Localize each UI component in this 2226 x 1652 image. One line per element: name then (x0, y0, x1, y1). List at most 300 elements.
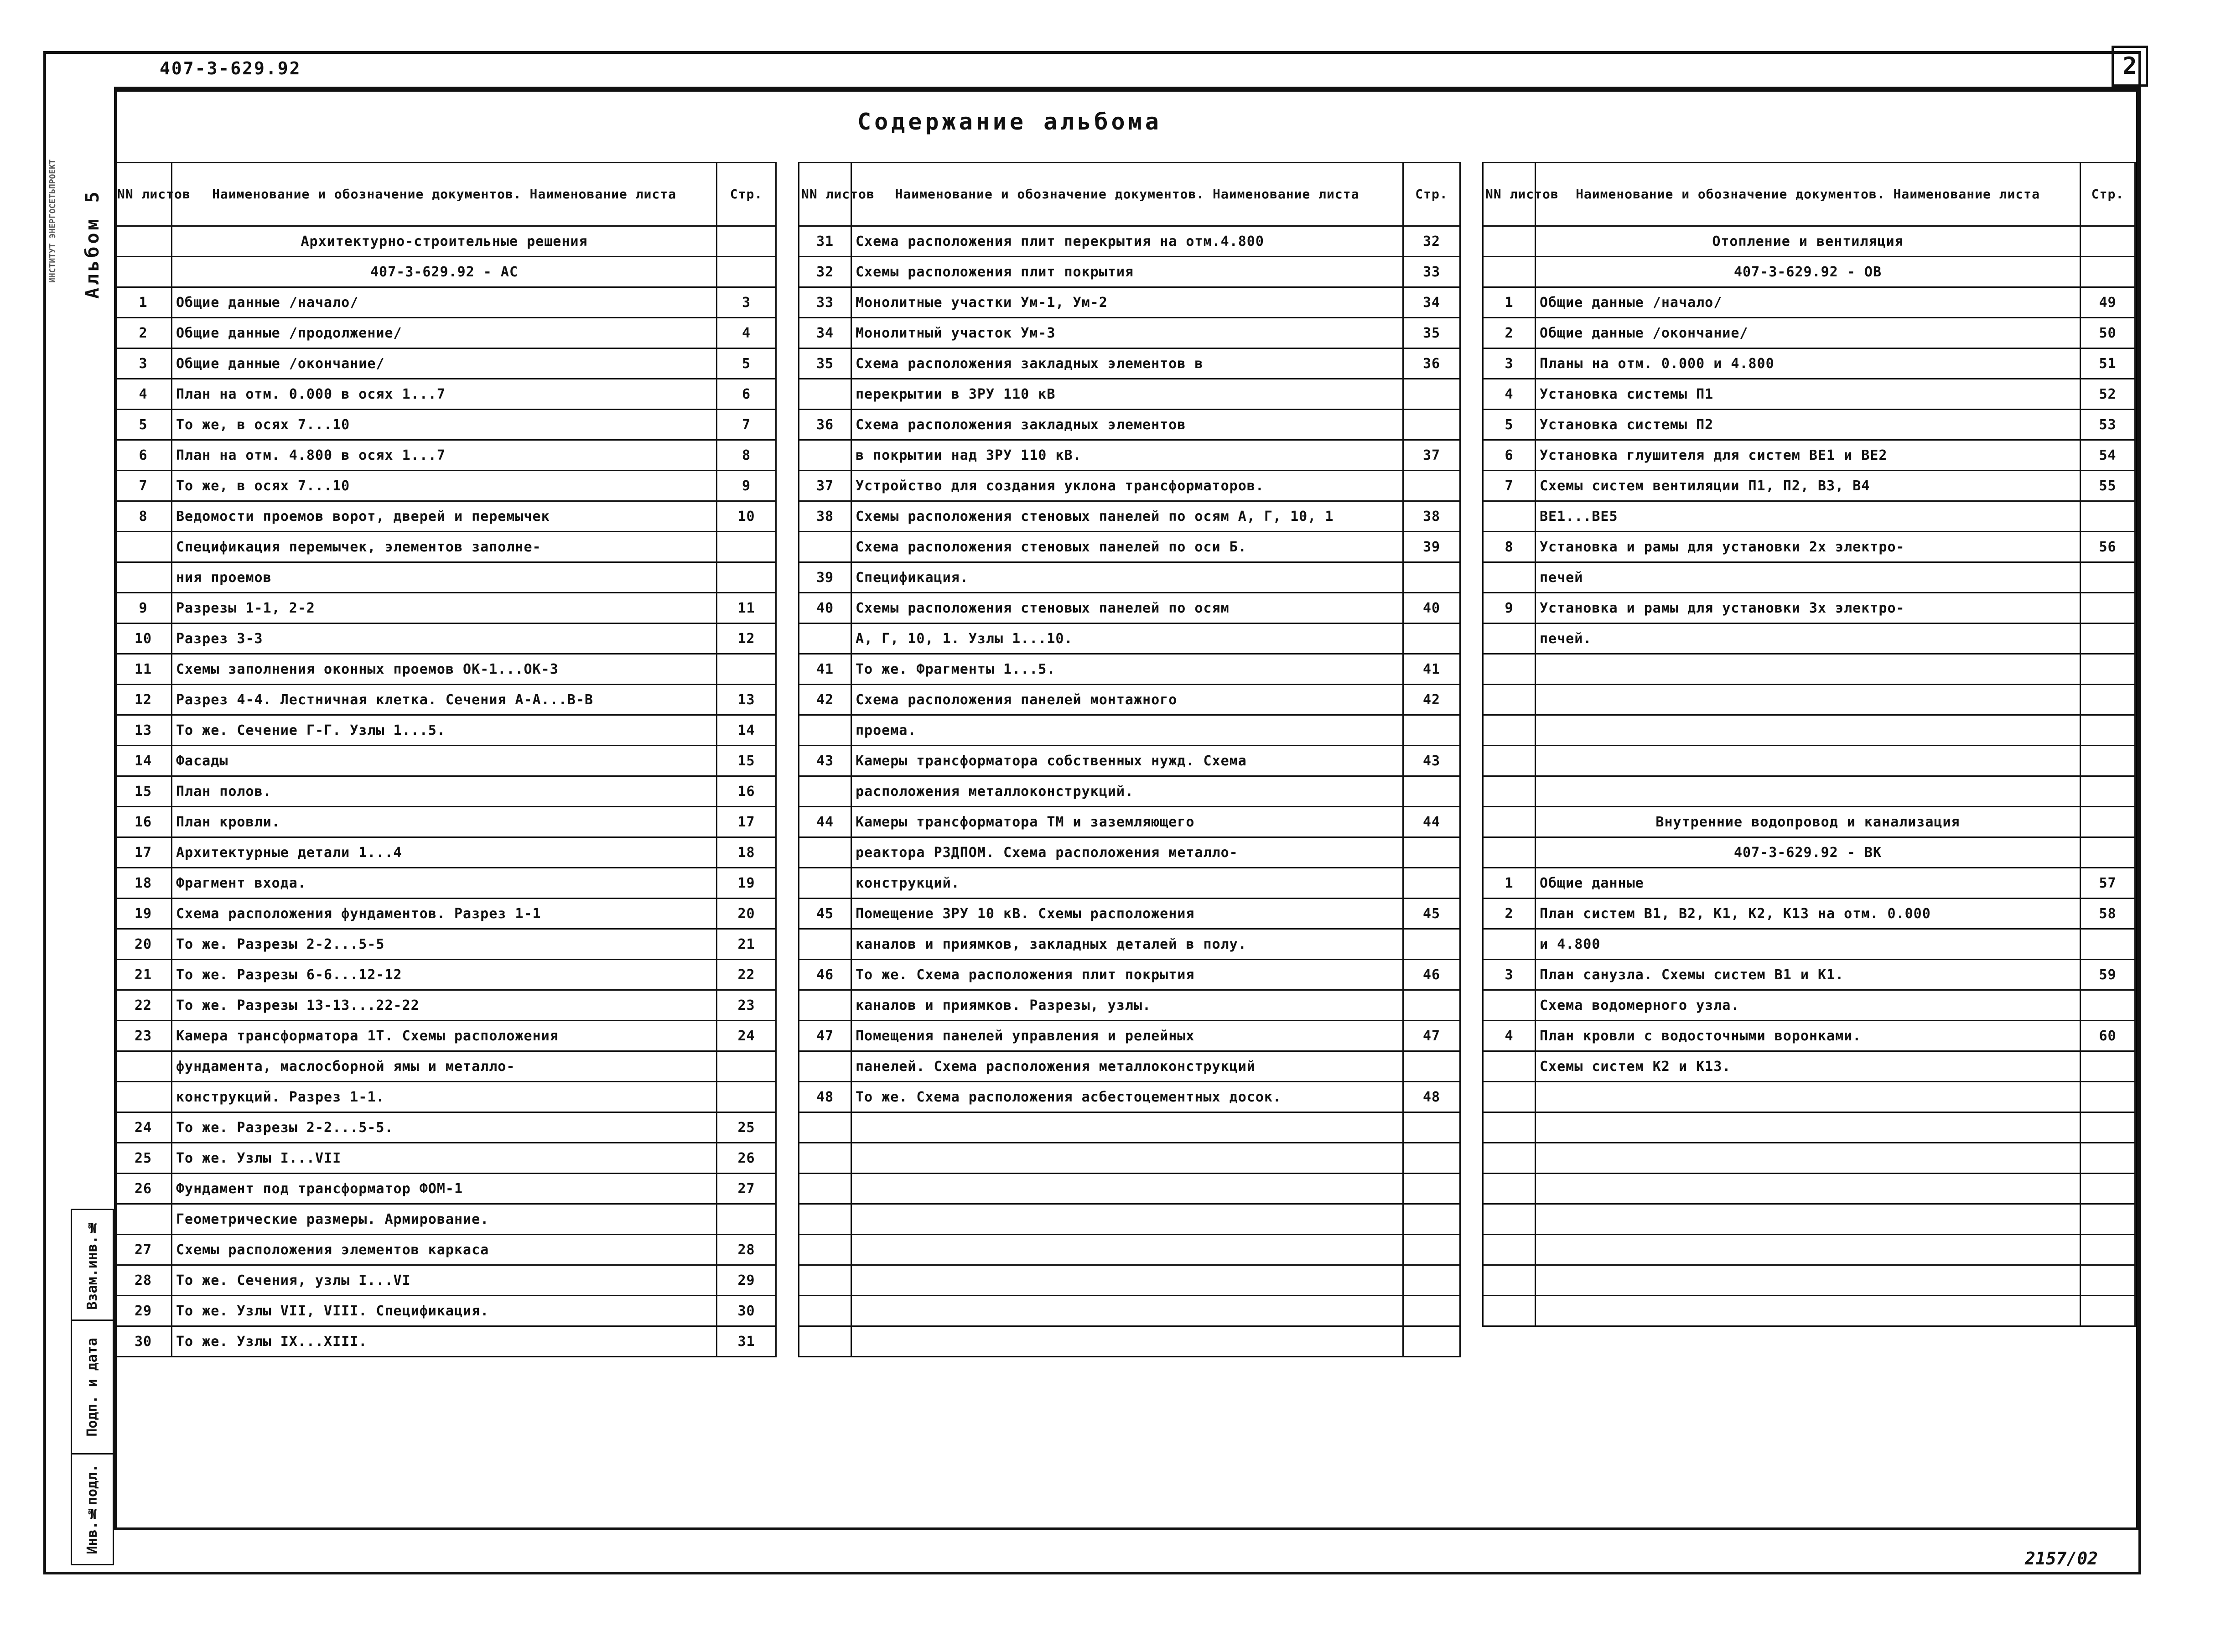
col-name-header: Наименование и обозначение документов. Наименование листа (851, 163, 1403, 226)
table-header (1483, 163, 2135, 226)
table-row (1483, 990, 2135, 1021)
row-title: Схема расположения закладных элементов в (851, 348, 1403, 379)
row-number: 23 (115, 1021, 172, 1051)
table-row (115, 899, 776, 929)
row-number (1483, 501, 1536, 532)
table-row (1483, 532, 2135, 562)
row-number: 13 (115, 715, 172, 746)
row-title: Камера трансформатора 1Т. Схемы расположения (172, 1021, 717, 1051)
table-row (115, 746, 776, 776)
row-page: 30 (717, 1296, 776, 1326)
row-page: 21 (717, 929, 776, 960)
table-row (115, 776, 776, 807)
row-page (1403, 562, 1460, 593)
row-title: Спецификация. (851, 562, 1403, 593)
table-row (1483, 1143, 2135, 1174)
section-heading: 407-3-629.92 - АС (172, 257, 717, 287)
row-page: 17 (717, 807, 776, 837)
row-title: реактора РЗДПОМ. Схема расположения металло- (851, 837, 1403, 868)
row-page: 44 (1403, 807, 1460, 837)
table-row (799, 410, 1460, 440)
row-title: То же. Узлы I...VII (172, 1143, 717, 1174)
table-row (1483, 1174, 2135, 1204)
row-number (799, 1112, 851, 1143)
row-page: 26 (717, 1143, 776, 1174)
row-page (1403, 1143, 1460, 1174)
table-row (799, 837, 1460, 868)
row-title: Установка и рамы для установки 2х электро- (1536, 532, 2081, 562)
row-page: 48 (1403, 1082, 1460, 1112)
row-title: А, Г, 10, 1. Узлы 1...10. (851, 623, 1403, 654)
row-number (1483, 257, 1536, 287)
row-number: 39 (799, 562, 851, 593)
row-number: 32 (799, 257, 851, 287)
row-number (115, 1082, 172, 1112)
row-number: 3 (1483, 348, 1536, 379)
section-heading: Внутренние водопровод и канализация (1536, 807, 2081, 837)
table-row (1483, 1265, 2135, 1296)
table-row (115, 1235, 776, 1265)
row-number (1483, 990, 1536, 1021)
row-page (1403, 623, 1460, 654)
table-row (115, 1051, 776, 1082)
row-title: То же. Узлы IX...XIII. (172, 1326, 717, 1357)
table-row (799, 929, 1460, 960)
row-page (2081, 1143, 2135, 1174)
row-title: расположения металлоконструкций. (851, 776, 1403, 807)
table-row (1483, 899, 2135, 929)
row-number: 36 (799, 410, 851, 440)
table-row (1483, 379, 2135, 410)
row-page (2081, 1174, 2135, 1204)
row-page: 60 (2081, 1021, 2135, 1051)
table-row (115, 1265, 776, 1296)
table-header (799, 163, 1460, 226)
col-name-header: Наименование и обозначение документов. Наименование листа (1536, 163, 2081, 226)
section-heading: Отопление и вентиляция (1536, 226, 2081, 257)
row-title: Помещения панелей управления и релейных (851, 1021, 1403, 1051)
table-row (799, 1296, 1460, 1326)
table-row (115, 562, 776, 593)
row-number: 3 (115, 348, 172, 379)
row-page (2081, 226, 2135, 257)
table-row (1483, 1021, 2135, 1051)
row-title: То же. Схема расположения асбестоцементных досок. (851, 1082, 1403, 1112)
row-number: 35 (799, 348, 851, 379)
row-page: 46 (1403, 960, 1460, 990)
row-number: 20 (115, 929, 172, 960)
row-title: Схемы заполнения оконных проемов ОК-1...ОК-3 (172, 654, 717, 685)
row-title (1536, 685, 2081, 715)
row-title: То же. Сечения, узлы I...VI (172, 1265, 717, 1296)
row-number: 7 (115, 471, 172, 501)
institute-note: ИНСТИТУТ ЭНЕРГОСЕТЬПРОЕКТ (48, 159, 57, 283)
table-row (1483, 746, 2135, 776)
row-number: 26 (115, 1174, 172, 1204)
row-title (1536, 1082, 2081, 1112)
table-row (115, 318, 776, 348)
row-title: То же. Разрезы 6-6...12-12 (172, 960, 717, 990)
row-title: Схемы расположения стеновых панелей по осям (851, 593, 1403, 623)
table-row (799, 226, 1460, 257)
row-title (1536, 1204, 2081, 1235)
approval-stamp (71, 1209, 114, 1565)
row-number: 12 (115, 685, 172, 715)
row-title: План кровли. (172, 807, 717, 837)
table-row (115, 532, 776, 562)
row-title: Схема расположения панелей монтажного (851, 685, 1403, 715)
row-page (1403, 929, 1460, 960)
row-page: 19 (717, 868, 776, 899)
section-heading: 407-3-629.92 - ВК (1536, 837, 2081, 868)
table-row (115, 623, 776, 654)
row-title: Разрез 4-4. Лестничная клетка. Сечения А-А...В-В (172, 685, 717, 715)
table-row (1483, 960, 2135, 990)
row-number (799, 440, 851, 471)
table-row (799, 1265, 1460, 1296)
row-page (1403, 1204, 1460, 1235)
row-title: Общие данные /начало/ (1536, 287, 2081, 318)
row-page: 7 (717, 410, 776, 440)
row-page (2081, 929, 2135, 960)
table-row (799, 257, 1460, 287)
row-page (2081, 623, 2135, 654)
row-page: 28 (717, 1235, 776, 1265)
row-number: 37 (799, 471, 851, 501)
row-page: 37 (1403, 440, 1460, 471)
row-title: Схема расположения стеновых панелей по оси Б. (851, 532, 1403, 562)
row-title: Схема расположения фундаментов. Разрез 1-1 (172, 899, 717, 929)
table-row (1483, 776, 2135, 807)
table-row (1483, 868, 2135, 899)
row-page: 56 (2081, 532, 2135, 562)
row-number: 8 (115, 501, 172, 532)
table-row (115, 257, 776, 287)
row-title (851, 1204, 1403, 1235)
inv-podl-label: Инв.№подл. (84, 1464, 100, 1554)
table-row (1483, 471, 2135, 501)
table-row (1483, 623, 2135, 654)
row-number (1483, 654, 1536, 685)
table-row (1483, 1082, 2135, 1112)
row-page: 10 (717, 501, 776, 532)
row-title: Схема водомерного узла. (1536, 990, 2081, 1021)
table-row (799, 715, 1460, 746)
row-number: 8 (1483, 532, 1536, 562)
row-page (1403, 379, 1460, 410)
row-page (2081, 1112, 2135, 1143)
row-number (1483, 1204, 1536, 1235)
row-page: 38 (1403, 501, 1460, 532)
row-number (799, 379, 851, 410)
row-page (717, 1082, 776, 1112)
row-number: 43 (799, 746, 851, 776)
table-row (1483, 685, 2135, 715)
row-title (1536, 1265, 2081, 1296)
row-title: Монолитные участки Ум-1, Ум-2 (851, 287, 1403, 318)
row-title: и 4.800 (1536, 929, 2081, 960)
row-title: Общие данные /окончание/ (1536, 318, 2081, 348)
table-row (1483, 1296, 2135, 1326)
header-line (114, 87, 2139, 89)
row-page: 55 (2081, 471, 2135, 501)
row-number (115, 226, 172, 257)
col-name-header: Наименование и обозначение документов. Наименование листа (172, 163, 717, 226)
row-title (851, 1296, 1403, 1326)
row-number (1483, 715, 1536, 746)
row-number: 2 (1483, 899, 1536, 929)
row-number: 9 (115, 593, 172, 623)
row-page (2081, 501, 2135, 532)
row-title: панелей. Схема расположения металлоконструкций (851, 1051, 1403, 1082)
row-number: 27 (115, 1235, 172, 1265)
table-row (1483, 1112, 2135, 1143)
row-title: Схемы расположения стеновых панелей по осям А, Г, 10, 1 (851, 501, 1403, 532)
row-number (1483, 226, 1536, 257)
row-number: 4 (1483, 379, 1536, 410)
row-number (799, 1326, 851, 1357)
row-page: 57 (2081, 868, 2135, 899)
row-page (2081, 776, 2135, 807)
row-title (1536, 654, 2081, 685)
row-number: 42 (799, 685, 851, 715)
table-row (115, 1143, 776, 1174)
table-row (799, 348, 1460, 379)
row-number: 38 (799, 501, 851, 532)
row-page: 6 (717, 379, 776, 410)
row-number: 41 (799, 654, 851, 685)
table-row (1483, 501, 2135, 532)
row-page (1403, 990, 1460, 1021)
row-page (717, 226, 776, 257)
row-page (2081, 837, 2135, 868)
table-row (1483, 1204, 2135, 1235)
row-number: 45 (799, 899, 851, 929)
col-page-header: Стр. (2081, 163, 2135, 226)
row-title (1536, 1143, 2081, 1174)
row-number: 11 (115, 654, 172, 685)
row-number: 9 (1483, 593, 1536, 623)
row-number: 6 (115, 440, 172, 471)
table-row (1483, 226, 2135, 257)
row-number (1483, 1082, 1536, 1112)
row-title: Общие данные /окончание/ (172, 348, 717, 379)
row-title: План санузла. Схемы систем В1 и К1. (1536, 960, 2081, 990)
toc-table-ov-vk (1482, 162, 2136, 1327)
row-number: 22 (115, 990, 172, 1021)
row-title: План кровли с водосточными воронками. (1536, 1021, 2081, 1051)
row-number (115, 1051, 172, 1082)
row-page (1403, 715, 1460, 746)
table-row (115, 440, 776, 471)
row-page: 12 (717, 623, 776, 654)
table-row (799, 1112, 1460, 1143)
row-number (1483, 562, 1536, 593)
podp-data-label: Подп. и дата (84, 1337, 100, 1437)
table-row (115, 379, 776, 410)
row-number: 25 (115, 1143, 172, 1174)
row-page: 41 (1403, 654, 1460, 685)
row-number: 16 (115, 807, 172, 837)
row-page: 20 (717, 899, 776, 929)
table-row (115, 1204, 776, 1235)
row-title (851, 1112, 1403, 1143)
table-row (1483, 715, 2135, 746)
row-title: перекрытии в ЗРУ 110 кВ (851, 379, 1403, 410)
row-title (851, 1265, 1403, 1296)
row-page (2081, 257, 2135, 287)
row-number (1483, 1143, 1536, 1174)
row-number (1483, 1112, 1536, 1143)
table-row (115, 287, 776, 318)
toc-body-ov-vk (1483, 226, 2135, 1326)
row-page: 27 (717, 1174, 776, 1204)
row-title: фундамента, маслосборной ямы и металло- (172, 1051, 717, 1082)
album-label: Альбом 5 (82, 189, 103, 299)
row-page: 31 (717, 1326, 776, 1357)
row-number: 46 (799, 960, 851, 990)
row-title: Установка глушителя для систем ВЕ1 и ВЕ2 (1536, 440, 2081, 471)
row-page: 51 (2081, 348, 2135, 379)
row-title: То же. Разрезы 2-2...5-5 (172, 929, 717, 960)
row-title: ния проемов (172, 562, 717, 593)
row-number: 47 (799, 1021, 851, 1051)
table-row (115, 226, 776, 257)
table-row (1483, 410, 2135, 440)
row-number: 1 (115, 287, 172, 318)
row-page (717, 532, 776, 562)
row-page: 24 (717, 1021, 776, 1051)
table-row (799, 287, 1460, 318)
row-page: 8 (717, 440, 776, 471)
row-page (1403, 1051, 1460, 1082)
row-number: 1 (1483, 287, 1536, 318)
table-row (799, 776, 1460, 807)
row-number (115, 562, 172, 593)
doc-code: 407-3-629.92 (160, 58, 301, 78)
row-page (1403, 1296, 1460, 1326)
table-row (115, 1112, 776, 1143)
row-number: 31 (799, 226, 851, 257)
row-title: Установка системы П2 (1536, 410, 2081, 440)
row-number: 5 (1483, 410, 1536, 440)
sheet-number-box (2112, 46, 2148, 87)
row-page: 34 (1403, 287, 1460, 318)
table-row (115, 348, 776, 379)
row-page: 39 (1403, 532, 1460, 562)
table-row (1483, 440, 2135, 471)
row-number (1483, 746, 1536, 776)
table-row (799, 501, 1460, 532)
table-row (115, 990, 776, 1021)
row-page: 59 (2081, 960, 2135, 990)
table-row (1483, 348, 2135, 379)
archive-number: 2157/02 (2025, 1548, 2098, 1569)
row-title: Архитектурные детали 1...4 (172, 837, 717, 868)
row-title: каналов и приямков. Разрезы, узлы. (851, 990, 1403, 1021)
table-row (115, 837, 776, 868)
row-title: То же. Фрагменты 1...5. (851, 654, 1403, 685)
row-page: 5 (717, 348, 776, 379)
sheet-number: 2 (2122, 52, 2137, 80)
row-title: Помещение ЗРУ 10 кВ. Схемы расположения (851, 899, 1403, 929)
row-title: каналов и приямков, закладных деталей в полу. (851, 929, 1403, 960)
row-title (1536, 1112, 2081, 1143)
row-title: План полов. (172, 776, 717, 807)
table-row (799, 868, 1460, 899)
row-title: Установка системы П1 (1536, 379, 2081, 410)
row-page: 29 (717, 1265, 776, 1296)
section-heading: Архитектурно-строительные решения (172, 226, 717, 257)
podp-data-cell (72, 1320, 114, 1454)
row-title (1536, 715, 2081, 746)
row-page: 40 (1403, 593, 1460, 623)
row-page (2081, 1296, 2135, 1326)
row-title: Спецификация перемычек, элементов заполне- (172, 532, 717, 562)
row-number (115, 257, 172, 287)
row-title: План на отм. 0.000 в осях 1...7 (172, 379, 717, 410)
row-number: 4 (1483, 1021, 1536, 1051)
row-number (799, 1143, 851, 1174)
row-page: 45 (1403, 899, 1460, 929)
table-row (799, 379, 1460, 410)
row-page (2081, 990, 2135, 1021)
row-page (1403, 1235, 1460, 1265)
table-row (799, 807, 1460, 837)
table-row (799, 1143, 1460, 1174)
row-number (799, 1235, 851, 1265)
row-page (1403, 1265, 1460, 1296)
table-row (115, 501, 776, 532)
row-title (851, 1143, 1403, 1174)
row-title: ВЕ1...ВЕ5 (1536, 501, 2081, 532)
row-number (799, 776, 851, 807)
table-row (115, 1082, 776, 1112)
row-title: Фрагмент входа. (172, 868, 717, 899)
row-page: 47 (1403, 1021, 1460, 1051)
row-title: в покрытии над ЗРУ 110 кВ. (851, 440, 1403, 471)
row-title: печей (1536, 562, 2081, 593)
row-number: 33 (799, 287, 851, 318)
col-num-header: NN листов (115, 163, 172, 226)
table-row (115, 1021, 776, 1051)
row-page: 23 (717, 990, 776, 1021)
row-number (1483, 685, 1536, 715)
row-number (799, 715, 851, 746)
row-title: Схема расположения закладных элементов (851, 410, 1403, 440)
row-number: 10 (115, 623, 172, 654)
row-title: конструкций. (851, 868, 1403, 899)
row-page: 58 (2081, 899, 2135, 929)
row-title: Устройство для создания уклона трансформаторов. (851, 471, 1403, 501)
row-title: Монолитный участок Ум-3 (851, 318, 1403, 348)
row-title (1536, 1296, 2081, 1326)
row-page: 32 (1403, 226, 1460, 257)
row-page: 16 (717, 776, 776, 807)
row-title: конструкций. Разрез 1-1. (172, 1082, 717, 1112)
table-row (799, 1051, 1460, 1082)
row-title: Фасады (172, 746, 717, 776)
row-number: 2 (115, 318, 172, 348)
row-number (1483, 837, 1536, 868)
row-number (799, 1296, 851, 1326)
row-number: 48 (799, 1082, 851, 1112)
row-number (1483, 776, 1536, 807)
row-title (851, 1174, 1403, 1204)
row-number: 30 (115, 1326, 172, 1357)
row-number: 19 (115, 899, 172, 929)
row-page: 25 (717, 1112, 776, 1143)
